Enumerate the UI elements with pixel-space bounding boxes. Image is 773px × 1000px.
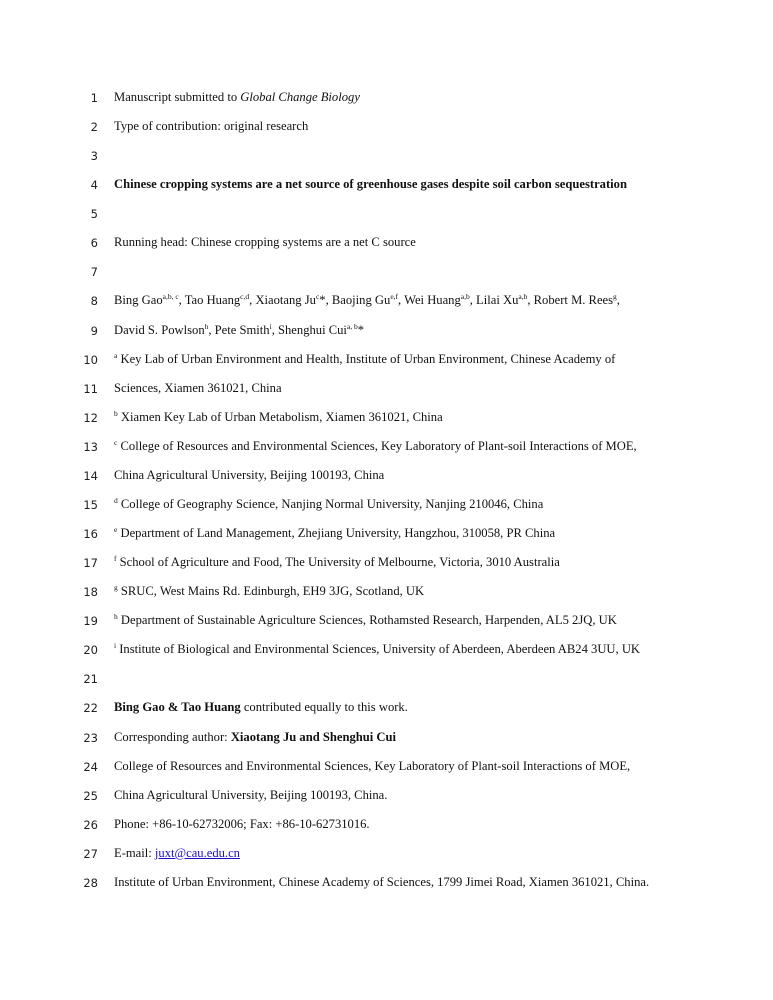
text-segment: , Shenghui Cui <box>271 322 347 337</box>
line-number: 23 <box>83 730 98 745</box>
manuscript-line <box>0 205 773 225</box>
manuscript-line <box>0 292 773 312</box>
text-segment: Sciences, Xiamen 361021, China <box>114 380 282 395</box>
line-number: 17 <box>83 556 98 571</box>
affiliation-superscript: c <box>315 292 320 302</box>
affiliation-superscript: e,f <box>390 292 399 302</box>
line-number: 7 <box>90 265 98 280</box>
manuscript-line <box>0 496 773 516</box>
manuscript-line <box>0 118 773 138</box>
text-segment: Xiamen Key Lab of Urban Metabolism, Xiamen 361021, China <box>117 409 443 424</box>
line-number: 1 <box>90 91 98 105</box>
manuscript-line <box>0 670 773 690</box>
line-text <box>114 759 630 774</box>
manuscript-line <box>0 816 773 836</box>
affiliation-superscript: i <box>114 641 117 651</box>
line-text <box>114 788 387 803</box>
text-segment: Department of Land Management, Zhejiang University, Hangzhou, 310058, PR China <box>117 526 556 541</box>
manuscript-line <box>0 322 773 342</box>
manuscript-line <box>0 758 773 778</box>
line-text <box>114 352 615 367</box>
line-text <box>114 613 617 628</box>
manuscript-line <box>0 409 773 429</box>
text-segment: Institute of Biological and Environmental Sciences, University of Aberdeen, Aberdeen AB24 3UU, UK <box>116 642 641 657</box>
line-number: 13 <box>83 439 98 454</box>
manuscript-line <box>0 641 773 661</box>
line-text <box>114 497 543 512</box>
manuscript-line <box>0 787 773 807</box>
line-text <box>114 555 560 570</box>
text-segment: , Tao Huang <box>178 293 241 308</box>
text-segment: Department of Sustainable Agriculture Sciences, Rothamsted Research, Harpenden, AL5 2JQ, UK <box>117 613 617 628</box>
manuscript-line <box>0 874 773 894</box>
affiliation-superscript: b <box>114 408 118 418</box>
bold-text: Chinese cropping systems are a net source of greenhouse gases despite soil carbon sequestration <box>114 177 627 192</box>
line-text <box>114 119 308 134</box>
text-segment: , Wei Huang <box>398 293 461 308</box>
manuscript-line <box>0 845 773 865</box>
line-number: 5 <box>90 207 98 222</box>
affiliation-superscript: g <box>613 292 617 302</box>
manuscript-line <box>0 263 773 283</box>
line-text <box>114 235 416 250</box>
text-segment: Corresponding author: <box>114 729 231 744</box>
italic-text: Global Change Biology <box>240 90 360 104</box>
line-number: 6 <box>90 236 98 251</box>
line-text <box>114 526 555 541</box>
text-segment: School of Agriculture and Food, The University of Melbourne, Victoria, 3010 Australia <box>116 555 560 570</box>
manuscript-line <box>0 89 773 109</box>
text-segment: Key Lab of Urban Environment and Health, Institute of Urban Environment, Chinese Academy of <box>117 351 616 366</box>
line-text <box>114 381 282 396</box>
manuscript-line <box>0 234 773 254</box>
affiliation-superscript: c,d <box>240 292 250 302</box>
line-number: 3 <box>90 149 98 164</box>
line-text <box>114 875 649 890</box>
manuscript-line <box>0 380 773 400</box>
line-number: 10 <box>83 352 98 367</box>
line-text <box>114 323 364 338</box>
text-segment: E-mail: <box>114 845 155 860</box>
line-number: 24 <box>83 759 98 774</box>
text-segment: Bing Gao <box>114 293 163 308</box>
affiliation-superscript: i <box>269 321 272 331</box>
line-number: 8 <box>90 294 98 309</box>
affiliation-superscript: a <box>114 350 118 360</box>
line-text <box>114 642 640 657</box>
text-segment: , Xiaotang Ju <box>249 293 316 308</box>
text-segment: China Agricultural University, Beijing 100193, China <box>114 467 385 482</box>
manuscript-line <box>0 554 773 574</box>
line-text <box>114 177 627 192</box>
line-number: 19 <box>83 614 98 629</box>
line-text <box>114 846 240 861</box>
affiliation-superscript: h <box>204 321 209 331</box>
text-segment: Institute of Urban Environment, Chinese Academy of Sciences, 1799 Jimei Road, Xiamen 361021, China. <box>114 874 650 889</box>
text-segment: , Pete Smith <box>208 322 270 337</box>
line-number: 11 <box>83 381 98 396</box>
manuscript-line <box>0 176 773 196</box>
line-number: 16 <box>83 527 98 542</box>
line-text <box>114 730 396 745</box>
affiliation-superscript: f <box>114 554 117 564</box>
line-text <box>114 293 620 308</box>
affiliation-superscript: a,b, c <box>162 292 179 302</box>
affiliation-superscript: a,b <box>518 292 528 302</box>
text-segment: contributed equally to this work. <box>240 700 408 715</box>
text-segment: *, Baojing Gu <box>319 293 391 308</box>
text-segment: * <box>357 322 365 337</box>
line-text <box>114 439 637 454</box>
affiliation-superscript: c <box>114 437 118 447</box>
text-segment: China Agricultural University, Beijing 100193, China. <box>114 787 388 802</box>
text-segment: College of Resources and Environmental Sciences, Key Laboratory of Plant-soil Interactions of MOE, <box>117 438 637 453</box>
manuscript-line <box>0 729 773 749</box>
line-number: 14 <box>83 468 98 483</box>
affiliation-superscript: e <box>114 525 118 535</box>
manuscript-line <box>0 467 773 487</box>
manuscript-line <box>0 147 773 167</box>
text-segment: Type of contribution: original research <box>114 119 309 134</box>
line-number: 15 <box>83 497 98 512</box>
line-text <box>114 817 370 832</box>
text-segment: College of Resources and Environmental Sciences, Key Laboratory of Plant-soil Interactions of MOE, <box>114 758 631 773</box>
line-number: 25 <box>83 788 98 803</box>
email-link[interactable]: juxt@cau.edu.cn <box>154 845 240 860</box>
manuscript-line <box>0 699 773 719</box>
line-text <box>114 700 408 715</box>
line-number: 21 <box>83 672 98 687</box>
text-segment: Running head: Chinese cropping systems are a net C source <box>114 235 416 250</box>
line-number: 20 <box>83 643 98 658</box>
line-number: 27 <box>83 846 98 861</box>
line-number: 12 <box>83 410 98 425</box>
manuscript-line <box>0 351 773 371</box>
text-segment: Phone: +86-10-62732006; Fax: +86-10-62731016. <box>114 816 370 831</box>
line-text <box>114 410 443 425</box>
affiliation-superscript: g <box>114 583 118 593</box>
line-number: 28 <box>83 875 98 890</box>
line-text <box>114 468 384 483</box>
manuscript-line <box>0 438 773 458</box>
line-number: 2 <box>90 120 98 135</box>
text-segment: David S. Powlson <box>114 322 205 337</box>
text-segment: , <box>616 293 620 308</box>
bold-text: Xiaotang Ju and Shenghui Cui <box>230 729 397 744</box>
affiliation-superscript: h <box>114 612 118 622</box>
line-number: 9 <box>90 323 98 338</box>
text-segment: , Lilai Xu <box>469 293 519 308</box>
line-text <box>114 584 424 599</box>
text-segment: Manuscript submitted to <box>114 90 241 104</box>
affiliation-superscript: a, b <box>346 321 358 331</box>
text-segment: , Robert M. Rees <box>527 293 614 308</box>
text-segment: College of Geography Science, Nanjing Normal University, Nanjing 210046, China <box>117 496 544 511</box>
line-number: 22 <box>83 701 98 716</box>
text-segment: SRUC, West Mains Rd. Edinburgh, EH9 3JG, Scotland, UK <box>117 584 425 599</box>
affiliation-superscript: a,b <box>460 292 470 302</box>
manuscript-line <box>0 583 773 603</box>
line-number: 18 <box>83 585 98 600</box>
manuscript-line <box>0 525 773 545</box>
affiliation-superscript: d <box>114 495 118 505</box>
line-number: 4 <box>90 178 98 193</box>
bold-text: Bing Gao & Tao Huang <box>114 700 241 715</box>
line-text <box>114 90 360 105</box>
line-number: 26 <box>83 817 98 832</box>
manuscript-line <box>0 612 773 632</box>
